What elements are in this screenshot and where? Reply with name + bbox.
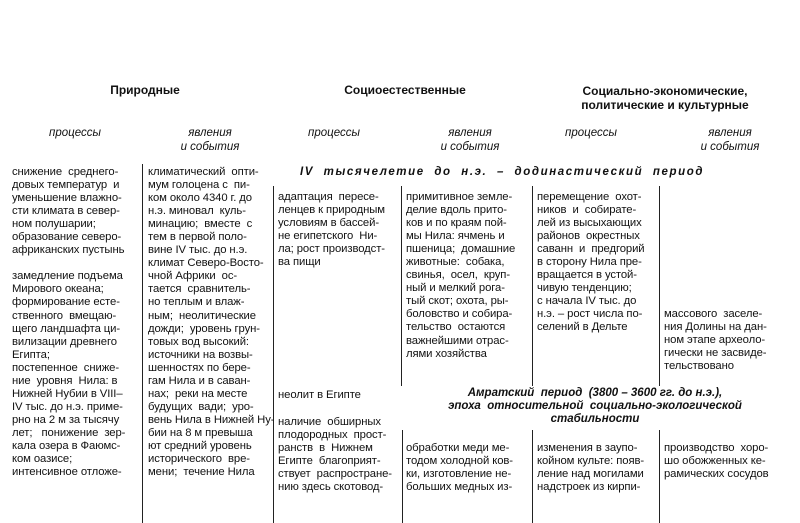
- socio-natural-processes-text: адаптация пересе- ленцев к природным условиям в бассей- не египетского Ни- ла; рост производст- ва пищи: [278, 191, 385, 269]
- subheader-phenomena-1: явления и события: [180, 127, 240, 153]
- header-socio-economic-line2: политические и культурные: [581, 98, 749, 112]
- natural-phenomena-text: климатический опти- мум голоцена с пи- ком около 4340 г. до н.э. миновал куль- минацию; вместе с тем в первой поло- вине IV тыс. до н.э. климат Северо-Восто- чной Африки ос- тается сравнитель- но теплым и влаж- ным; неолитические дожди; уровень грун- товых вод высокий: источники на возвы- шенностях по бере- гам Нила и в саван- нах; реки на месте будущих вади; уро- вень Нила в Нижней Ну- бии на 8 м превыша ют средний уровень исторического вре- мени; течение Нила: [148, 166, 275, 479]
- header-socio-economic-line1: Социально-экономические,: [582, 84, 748, 98]
- subheader-phenomena-2: явления и события: [440, 127, 500, 153]
- socio-natural-processes-text-2: наличие обширных плодородных прост- ранств в Нижнем Египте благоприят- ствует распростране- нию здесь скотовод-: [278, 416, 392, 494]
- column-divider: [659, 430, 660, 523]
- column-divider: [532, 430, 533, 523]
- socio-economic-phenomena-text-2: производство хоро- шо обожженных ке- рамических сосудов: [664, 442, 769, 481]
- natural-processes-text: снижение среднего- довых температур и уменьшение влажно- сти климата в север- ном полушарии; образование северо- африканских пустынь замедление подъема Мирового океана; формирование есте- ственного вмещаю- щего ландшафта ци- вилизации древнего Египта; постепенное сниже- ние уровня Нила: в Нижней Нубии в VIII– IV тыс. до н.э. приме- рно на 2 м за тысячу лет; понижение зер- кала озера в Фаюмс- ком оазисе; интенсивное отложе-: [12, 166, 126, 479]
- socio-economic-processes-text: перемещение охот- ников и собирате- лей из высыхающих районов окрестных саванн и предгорий в сторону Нила пре- вращается в устой- чивую тенденцию; с начала IV тыс. до н.э. – рост числа по- селений в Дельте: [537, 191, 645, 334]
- subheader-processes-2: процессы: [308, 127, 360, 139]
- subheader-processes-3: процессы: [565, 127, 617, 139]
- column-divider: [659, 186, 660, 386]
- socio-economic-processes-text-2: изменения в заупо- койном культе: появ- ление над могилами надстроек из кирпи-: [537, 442, 645, 494]
- socio-natural-phenomena-text-2: обработки меди ме- тодом холодной ков- ки, изготовление не- больших медных из-: [406, 442, 513, 494]
- header-natural: Природные: [110, 83, 180, 97]
- period-predynastic: IV тысячелетие до н.э. – додинастический период: [300, 166, 705, 178]
- subheader-phenomena-3: явления и события: [700, 127, 760, 153]
- column-divider: [532, 186, 533, 386]
- header-socio-natural: Социоестественные: [344, 83, 466, 97]
- subheader-processes-1: процессы: [49, 127, 101, 139]
- column-divider: [401, 186, 402, 386]
- period-amratian: Амратский период (3800 – 3600 гг. до н.э.), эпоха относительной социально-экологической стабильности: [448, 387, 742, 425]
- column-divider: [402, 430, 403, 523]
- column-divider: [142, 164, 143, 523]
- socio-natural-phenomena-text: примитивное земле- делие вдоль прито- ков и по краям пой- мы Нила: ячмень и пшеница; домашние животные: собака, свинья, осел, круп- ный и мелкий рога- тый скот; охота, ры- боловство и собира- тельство остаются важнейшими отрас- лями хозяйства: [406, 191, 516, 360]
- socio-economic-phenomena-text: массового заселе- ния Долины на дан- ном этапе археоло- гически не засвиде- тельствовано: [664, 308, 767, 373]
- socio-natural-processes-neolith: неолит в Египте: [278, 389, 361, 401]
